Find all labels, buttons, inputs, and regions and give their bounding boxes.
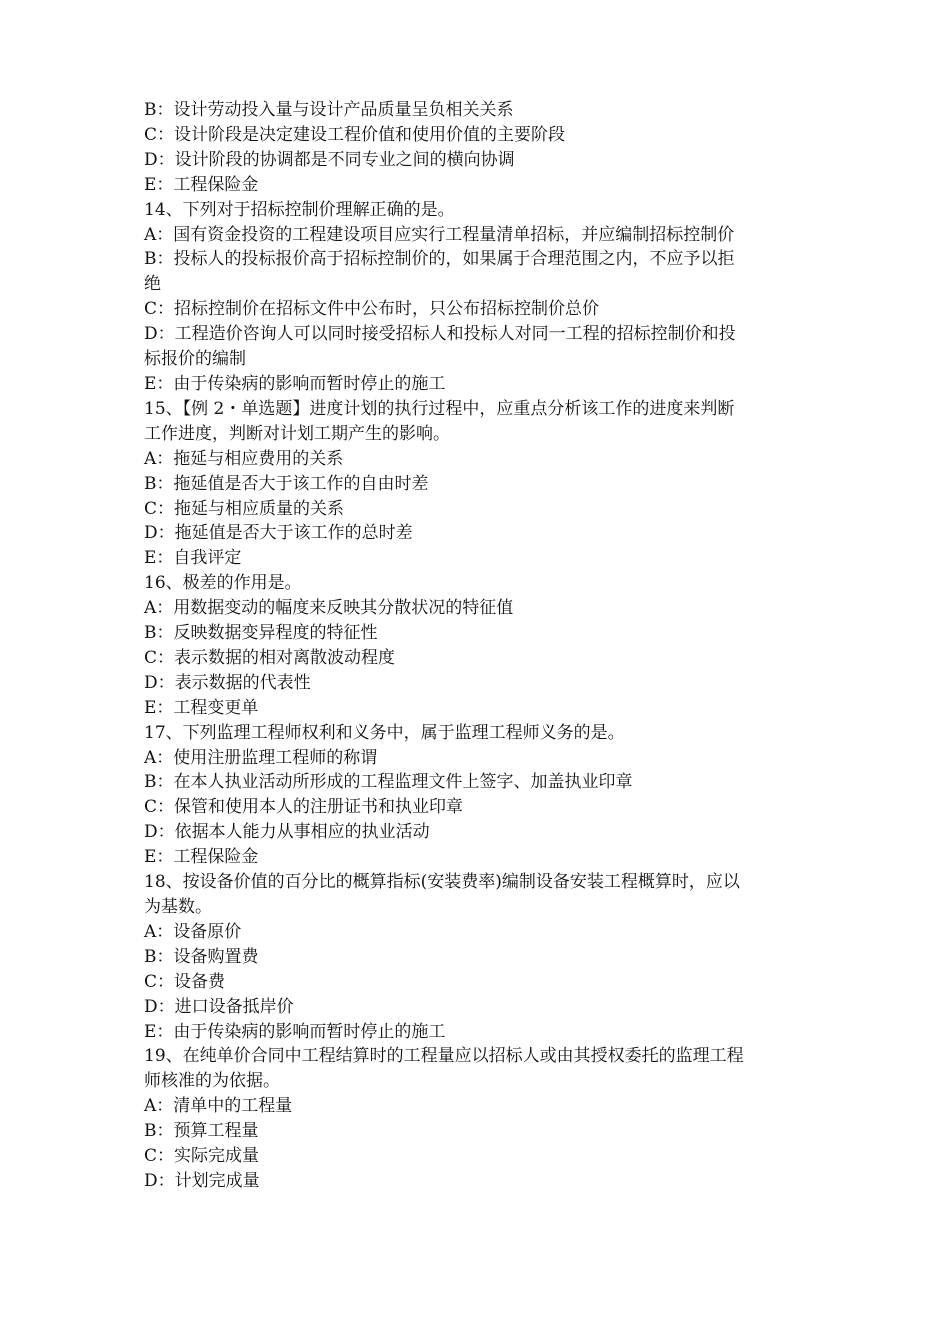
text-line: C：设计阶段是决定建设工程价值和使用价值的主要阶段: [144, 124, 566, 145]
text-line: C：招标控制价在招标文件中公布时，只公布招标控制价总价: [144, 299, 600, 320]
text-line: D：设计阶段的协调都是不同专业之间的横向协调: [144, 149, 515, 170]
question-line: 19、在纯单价合同中工程结算时的工程量应以招标人或由其授权委托的监理工程: [144, 1046, 744, 1067]
text-line: A：用数据变动的幅度来反映其分散状况的特征值: [144, 598, 514, 619]
question-line: 18、按设备价值的百分比的概算指标(安装费率)编制设备安装工程概算时，应以: [144, 872, 740, 893]
text-line: E：工程保险金: [144, 174, 259, 195]
text-line: D：拖延值是否大于该工作的总时差: [144, 523, 413, 544]
text-line: B：在本人执业活动所形成的工程监理文件上签字、加盖执业印章: [144, 772, 633, 793]
text-line: D：进口设备抵岸价: [144, 996, 294, 1017]
question-line: 16、极差的作用是。: [144, 573, 302, 594]
document-body: [144, 98, 812, 1194]
text-line: A：拖延与相应费用的关系: [144, 448, 344, 469]
question-line: 15、【例 2・单选题】进度计划的执行过程中，应重点分析该工作的进度来判断: [144, 398, 735, 419]
text-line: E：工程变更单: [144, 697, 259, 718]
text-line: A：清单中的工程量: [144, 1096, 293, 1117]
text-line: D：表示数据的代表性: [144, 672, 311, 693]
text-line: C：设备费: [144, 971, 226, 992]
text-line: E：自我评定: [144, 548, 242, 569]
text-line: B：预算工程量: [144, 1121, 259, 1142]
text-line: C：拖延与相应质量的关系: [144, 498, 345, 519]
text-line: D：依据本人能力从事相应的执业活动: [144, 822, 430, 843]
text-line: D：计划完成量: [144, 1170, 260, 1191]
text-line: B：设备购置费: [144, 946, 259, 967]
text-line: B：投标人的投标报价高于招标控制价的，如果属于合理范围之内，不应予以拒: [144, 249, 735, 270]
text-line: E：工程保险金: [144, 847, 259, 868]
text-line: 工作进度，判断对计划工期产生的影响。: [144, 423, 450, 444]
text-line: E：由于传染病的影响而暂时停止的施工: [144, 1021, 446, 1042]
text-line: A：国有资金投资的工程建设项目应实行工程量清单招标，并应编制招标控制价: [144, 224, 735, 245]
text-line: 绝: [144, 274, 161, 295]
text-line: C：表示数据的相对离散波动程度: [144, 647, 396, 668]
text-line: 为基数。: [144, 897, 212, 917]
text-line: A：设备原价: [144, 921, 242, 942]
text-line: B：拖延值是否大于该工作的自由时差: [144, 473, 429, 494]
question-line: 17、下列监理工程师权利和义务中，属于监理工程师义务的是。: [144, 722, 625, 743]
question-line: 14、下列对于招标控制价理解正确的是。: [144, 199, 455, 220]
text-line: B：设计劳动投入量与设计产品质量呈负相关关系: [144, 100, 514, 120]
text-line: C：保管和使用本人的注册证书和执业印章: [144, 797, 464, 818]
text-line: C：实际完成量: [144, 1146, 260, 1167]
text-line: B：反映数据变异程度的特征性: [144, 623, 378, 644]
text-line: A：使用注册监理工程师的称谓: [144, 747, 378, 768]
text-line: E：由于传染病的影响而暂时停止的施工: [144, 373, 446, 394]
text-line: 师核准的为依据。: [144, 1071, 280, 1092]
text-line: D：工程造价咨询人可以同时接受招标人和投标人对同一工程的招标控制价和投: [144, 324, 736, 345]
text-line: 标报价的编制: [144, 349, 246, 370]
